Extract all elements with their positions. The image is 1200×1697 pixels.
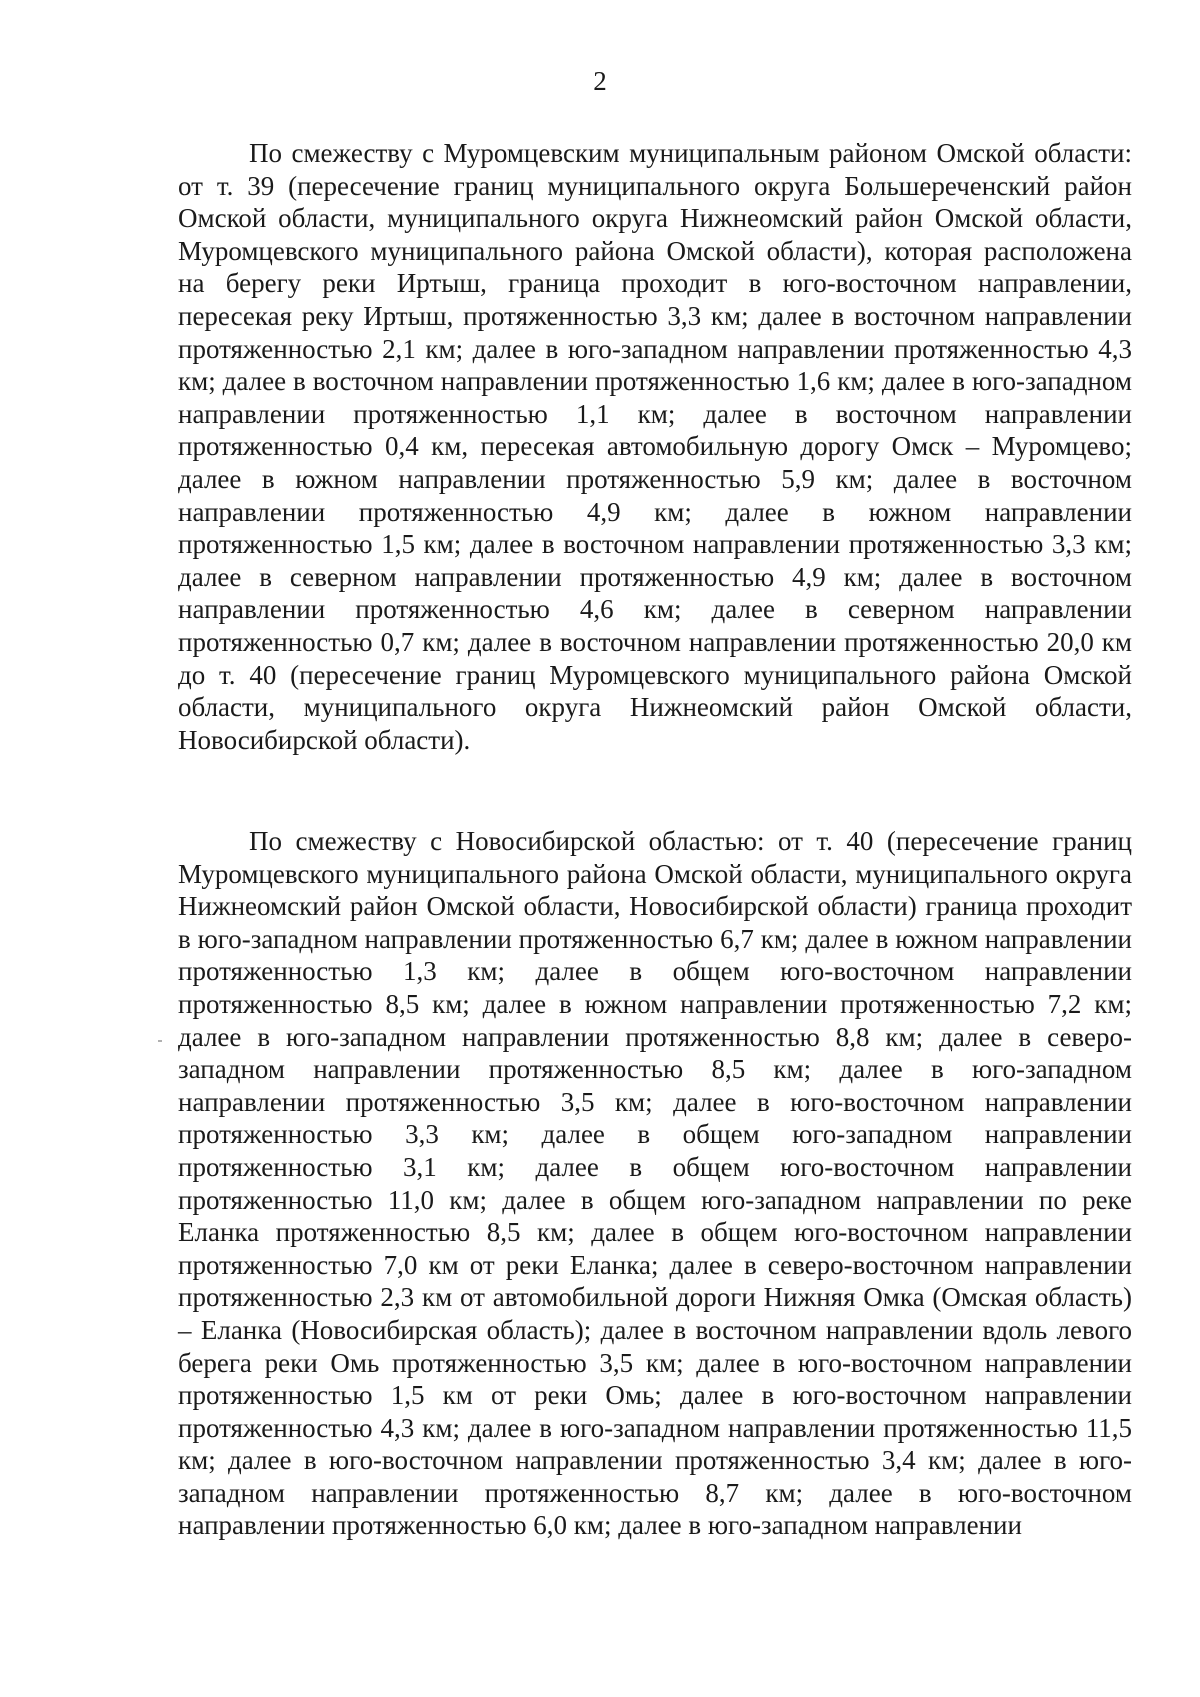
page-number: 2 bbox=[593, 66, 607, 96]
paragraph-novosibirsk-border: По смежеству с Новосибирской областью: от т. 40 (пересечение границ Муромцевского муниципального района Омской области, муниципального округа Нижнеомский район Омской области, Новосибирской области) граница проходит в юго-западном направлении протяженностью 6,7 км; далее в южном направлении протяженностью 1,3 км; далее в общем юго-восточном направлении протяженностью 8,5 км; далее в южном направлении протяженностью 7,2 км; далее в юго-западном направлении протяженностью 8,8 км; далее в северо-западном направлении протяженностью 8,5 км; далее в юго-западном направлении протяженностью 3,5 км; далее в юго-восточном направлении протяженностью 3,3 км; далее в общем юго-западном направлении протяженностью 3,1 км; далее в общем юго-восточном направлении протяженностью 11,0 км; далее в общем юго-западном направлении по реке Еланка протяженностью 8,5 км; далее в общем юго-восточном направлении протяженностью 7,0 км от реки Еланка; далее в северо-восточном направлении протяженностью 2,3 км от автомобильной дороги Нижняя Омка (Омская область) – Еланка (Новосибирская область); далее в восточном направлении вдоль левого берега реки Омь протяженностью 3,5 км; далее в юго-восточном направлении протяженностью 1,5 км от реки Омь; далее в юго-восточном направлении протяженностью 4,3 км; далее в юго-западном направлении протяженностью 11,5 км; далее в юго-восточном направлении протяженностью 3,4 км; далее в юго-западном направлении протяженностью 8,7 км; далее в юго-восточном направлении протяженностью 6,0 км; далее в юго-западном направлении bbox=[178, 826, 1132, 1541]
margin-mark bbox=[158, 1040, 162, 1042]
paragraph-muromtsevo-border: По смежеству с Муромцевским муниципальным районом Омской области: от т. 39 (пересечение границ муниципального округа Большереченский район Омской области, муниципального округа Нижнеомский район Омской области, Муромцевского муниципального района Омской области), которая расположена на берегу реки Иртыш, граница проходит в юго-восточном направлении, пересекая реку Иртыш, протяженностью 3,3 км; далее в восточном направлении протяженностью 2,1 км; далее в юго-западном направлении протяженностью 4,3 км; далее в восточном направлении протяженностью 1,6 км; далее в юго-западном направлении протяженностью 1,1 км; далее в восточном направлении протяженностью 0,4 км, пересекая автомобильную дорогу Омск – Муромцево; далее в южном направлении протяженностью 5,9 км; далее в восточном направлении протяженностью 4,9 км; далее в южном направлении протяженностью 1,5 км; далее в восточном направлении протяженностью 3,3 км; далее в северном направлении протяженностью 4,9 км; далее в восточном направлении протяженностью 4,6 км; далее в северном направлении протяженностью 0,7 км; далее в восточном направлении протяженностью 20,0 км до т. 40 (пересечение границ Муромцевского муниципального района Омской области, муниципального округа Нижнеомский район Омской области, Новосибирской области). bbox=[178, 138, 1132, 755]
